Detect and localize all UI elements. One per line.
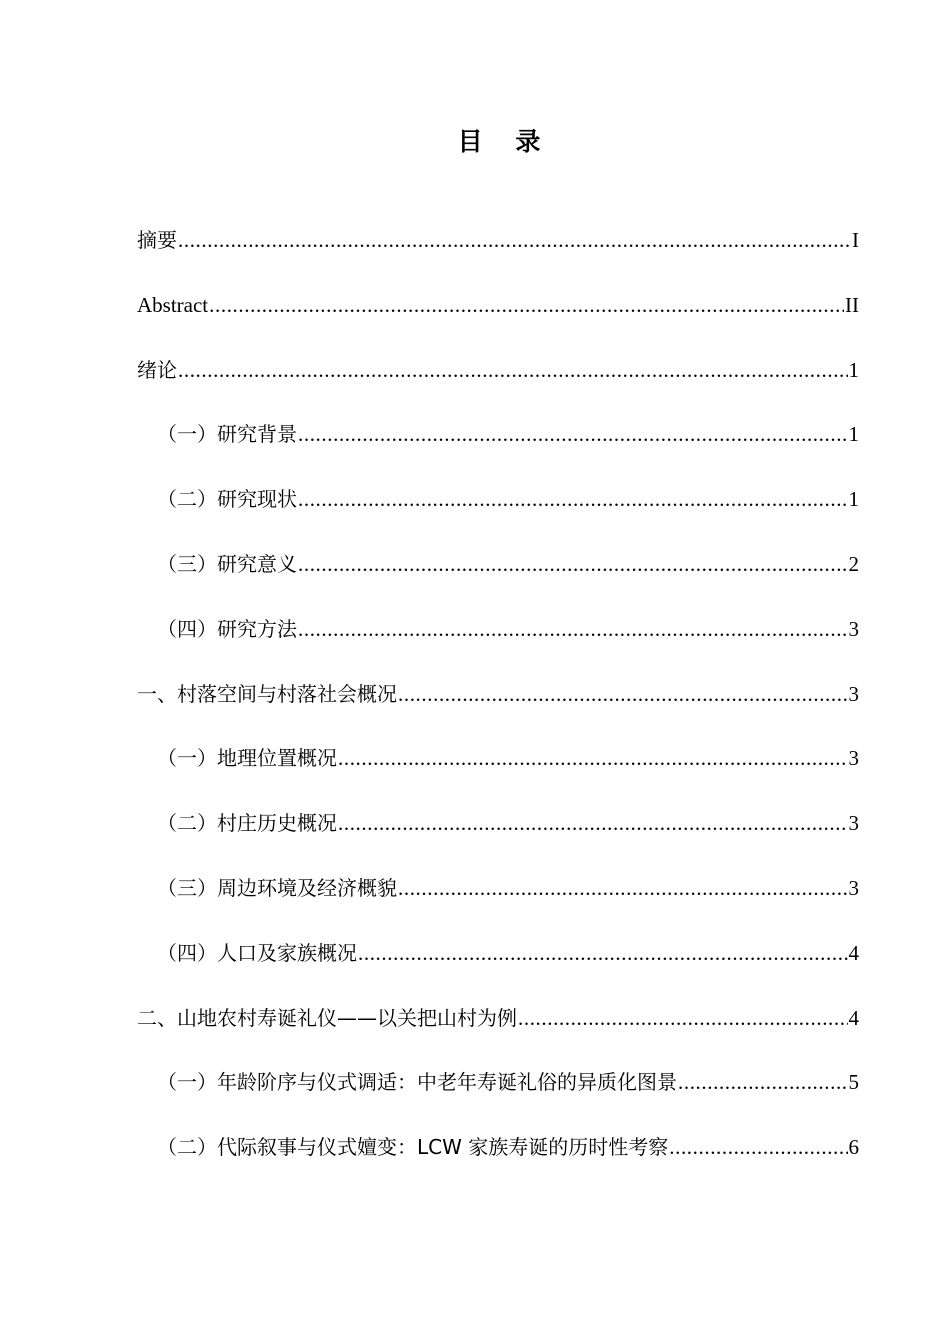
toc-entry-text: （二）村庄历史概况 xyxy=(157,811,337,836)
toc-entry-text: 绪论 xyxy=(137,357,177,382)
toc-entry[interactable] xyxy=(137,283,859,348)
toc-entry[interactable] xyxy=(137,931,859,996)
toc-page-number: I xyxy=(852,228,859,252)
toc-dot-leader xyxy=(398,866,848,910)
toc-page-number: 3 xyxy=(848,681,859,706)
toc-page-number: 4 xyxy=(848,1005,859,1030)
toc-entry[interactable] xyxy=(137,801,859,866)
toc-dot-leader xyxy=(298,607,848,651)
toc-title: 目 录 xyxy=(457,127,553,156)
toc-entry[interactable] xyxy=(137,866,859,931)
toc-page-number: 3 xyxy=(848,875,859,900)
toc-entry-text: （二）代际叙事与仪式嬗变：LCW 家族寿诞的历时性考察 xyxy=(157,1135,669,1160)
toc-entry[interactable] xyxy=(137,477,859,542)
toc-page-number: 3 xyxy=(848,811,859,836)
toc-entry-text: （二）研究现状 xyxy=(157,487,297,512)
toc-entry-text: （四）人口及家族概况 xyxy=(157,940,357,965)
toc-dot-leader xyxy=(298,477,848,521)
toc-page-number: 3 xyxy=(848,616,859,641)
toc-dot-leader xyxy=(358,931,848,975)
toc-dot-leader xyxy=(518,996,848,1040)
toc-entry[interactable] xyxy=(137,996,859,1061)
toc-dot-leader xyxy=(669,1125,847,1169)
toc-dot-leader xyxy=(398,672,848,716)
toc-entry[interactable] xyxy=(137,348,859,413)
toc-dot-leader xyxy=(678,1060,848,1104)
toc-dot-leader xyxy=(298,542,848,586)
toc-entry[interactable] xyxy=(137,736,859,801)
toc-dot-leader xyxy=(178,218,851,262)
toc-entry[interactable] xyxy=(137,1125,859,1190)
toc-page-number: II xyxy=(845,292,859,317)
toc-entry[interactable] xyxy=(137,412,859,477)
toc-page-number: 1 xyxy=(848,487,859,512)
toc-entry[interactable] xyxy=(137,607,859,672)
toc-entry-text: 一、村落空间与村落社会概况 xyxy=(137,681,397,706)
toc-entry-text: 二、山地农村寿诞礼仪——以关把山村为例 xyxy=(137,1005,517,1030)
toc-page-number: 3 xyxy=(848,746,859,771)
toc-page-number: 5 xyxy=(848,1070,859,1095)
toc-entry[interactable] xyxy=(137,218,859,283)
toc-entry-text: （三）周边环境及经济概貌 xyxy=(157,875,397,900)
toc-dot-leader xyxy=(338,736,848,780)
toc-entry-text: 摘要 xyxy=(137,228,177,252)
toc-entry-text: Abstract xyxy=(137,292,209,317)
toc-page-number: 1 xyxy=(848,422,859,447)
toc-entry[interactable] xyxy=(137,672,859,737)
toc-page-number: 4 xyxy=(848,940,859,965)
toc-page-number: 2 xyxy=(848,551,859,576)
toc-dot-leader xyxy=(298,412,848,456)
toc-entry[interactable] xyxy=(137,1060,859,1125)
toc-dot-leader xyxy=(338,801,848,845)
toc-page-number: 6 xyxy=(848,1135,859,1160)
toc-entry-text: （一）研究背景 xyxy=(157,422,297,447)
toc-entry-text: （三）研究意义 xyxy=(157,551,297,576)
toc-page-number: 1 xyxy=(848,357,859,382)
toc-dot-leader xyxy=(178,348,848,392)
toc-entry[interactable] xyxy=(137,542,859,607)
toc-entry-text: （四）研究方法 xyxy=(157,616,297,641)
toc-list xyxy=(137,218,859,1190)
toc-entry-text: （一）年龄阶序与仪式调适：中老年寿诞礼俗的异质化图景 xyxy=(157,1070,677,1095)
toc-dot-leader xyxy=(209,283,844,327)
toc-entry-text: （一）地理位置概况 xyxy=(157,746,337,771)
